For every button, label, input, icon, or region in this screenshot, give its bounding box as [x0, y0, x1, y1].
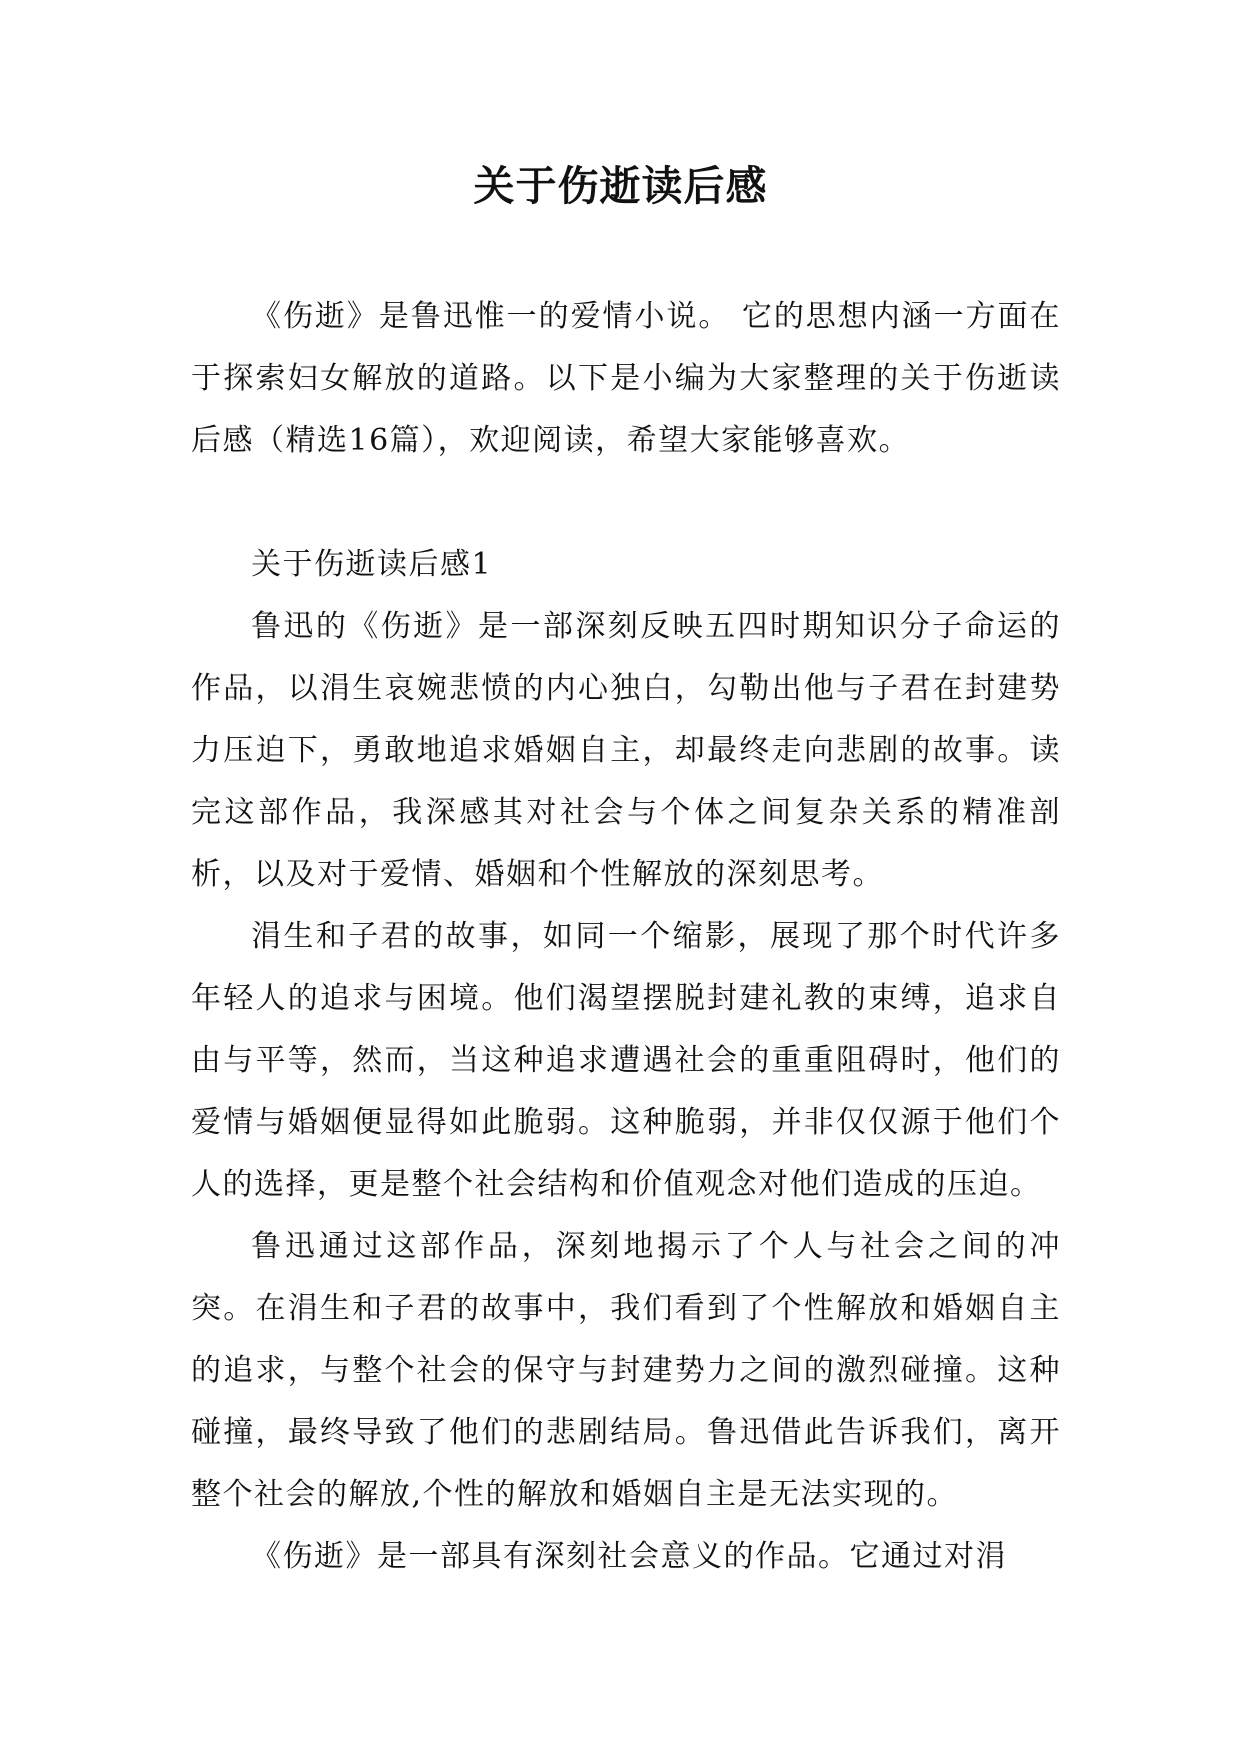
document-title: 关于伤逝读后感: [473, 162, 768, 210]
intro-paragraph: 《伤逝》是鲁迅惟一的爱情小说。 它的思想内涵一方面在于探索妇女解放的道路。以下是小编为大家整理的关于伤逝读后感（精选16篇），欢迎阅读，希望大家能够喜欢。: [191, 299, 1061, 458]
body-paragraph: 《伤逝》是一部具有深刻社会意义的作品。它通过对涓: [251, 1539, 1007, 1574]
section-heading: 关于伤逝读后感1: [251, 547, 493, 582]
body-paragraph: 鲁迅通过这部作品，深刻地揭示了个人与社会之间的冲突。在涓生和子君的故事中，我们看到了个性解放和婚姻自主的追求，与整个社会的保守与封建势力之间的激烈碰撞。这种碰撞，最终导致了他们的悲剧结局。鲁迅借此告诉我们，离开整个社会的解放,个性的解放和婚姻自主是无法实现的。: [191, 1229, 1061, 1512]
body-paragraph: 鲁迅的《伤逝》是一部深刻反映五四时期知识分子命运的作品，以涓生哀婉悲愤的内心独白，勾勒出他与子君在封建势力压迫下，勇敢地追求婚姻自主，却最终走向悲剧的故事。读完这部作品，我深感其对社会与个体之间复杂关系的精准剖析，以及对于爱情、婚姻和个性解放的深刻思考。: [191, 609, 1061, 892]
document-body: [191, 286, 1061, 1588]
body-paragraph: 涓生和子君的故事，如同一个缩影，展现了那个时代许多年轻人的追求与困境。他们渴望摆脱封建礼教的束缚，追求自由与平等，然而，当这种追求遭遇社会的重重阻碍时，他们的爱情与婚姻便显得如此脆弱。这种脆弱，并非仅仅源于他们个人的选择，更是整个社会结构和价值观念对他们造成的压迫。: [191, 919, 1061, 1202]
